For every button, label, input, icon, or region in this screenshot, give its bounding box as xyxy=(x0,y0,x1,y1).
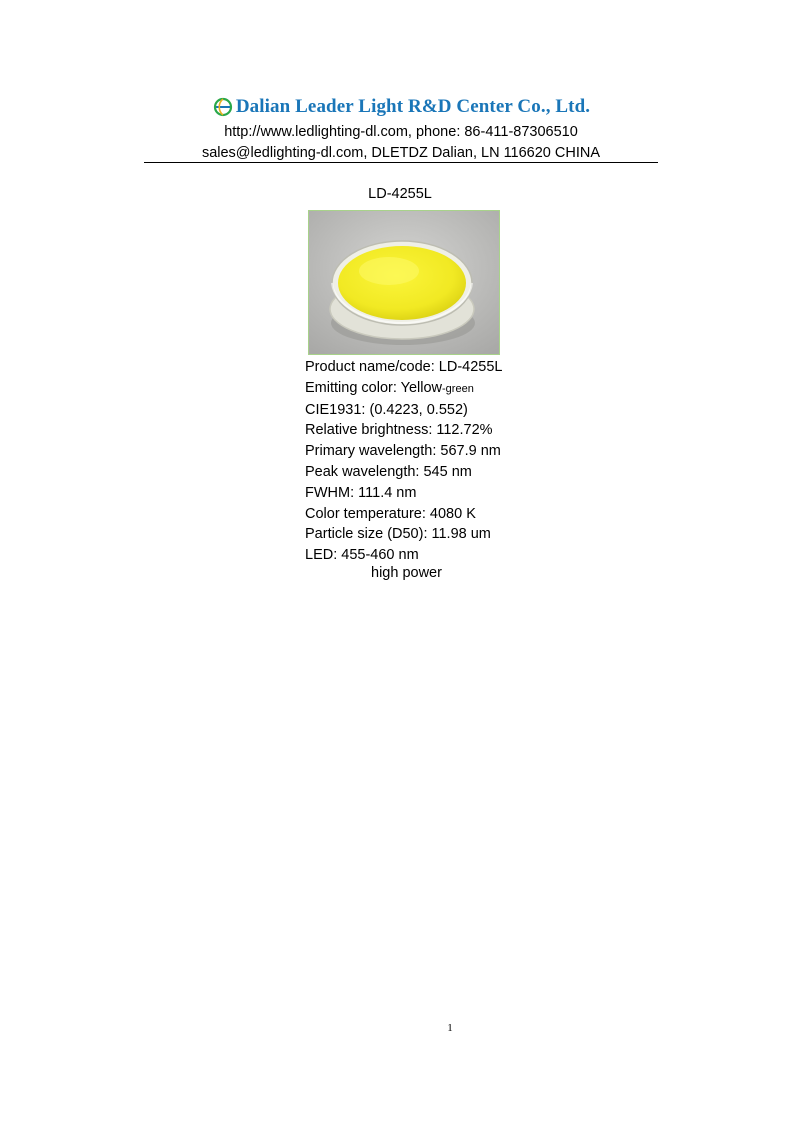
spec-emitting-color-suffix: -green xyxy=(442,382,474,395)
letterhead xyxy=(144,92,658,164)
spec-color-temperature: Color temperature: 4080 K xyxy=(305,505,476,522)
page-number: 1 xyxy=(447,1022,453,1034)
product-image xyxy=(308,210,500,355)
spec-primary-wavelength: Primary wavelength: 567.9 nm xyxy=(305,443,501,460)
spec-emitting-color-label: Emitting color: Yellow xyxy=(305,379,443,396)
header-divider xyxy=(144,162,658,163)
spec-emitting-color xyxy=(305,378,503,400)
spec-peak-wavelength: Peak wavelength: 545 nm xyxy=(305,463,472,480)
company-logo-icon xyxy=(212,96,234,118)
company-name: Dalian Leader Light R&D Center Co., Ltd. xyxy=(235,96,591,117)
contact-line: http://www.ledlighting-dl.com, phone: 86-411-87306510 xyxy=(224,124,578,140)
company-row xyxy=(144,92,658,122)
spec-led: LED: 455-460 nm xyxy=(305,547,419,564)
spec-note: high power xyxy=(371,565,442,581)
phosphor-powder-dish-icon xyxy=(309,211,499,354)
product-title: LD-4255L xyxy=(368,186,432,202)
address-line: sales@ledlighting-dl.com, DLETDZ Dalian, LN 116620 CHINA xyxy=(201,145,601,161)
spec-fwhm: FWHM: 111.4 nm xyxy=(305,484,417,501)
spec-relative-brightness: Relative brightness: 112.72% xyxy=(305,422,493,439)
spec-cie: CIE1931: (0.4223, 0.552) xyxy=(305,401,468,418)
spec-product-code: Product name/code: LD-4255L xyxy=(305,359,503,375)
spec-particle-size: Particle size (D50): 11.98 um xyxy=(305,526,491,543)
spec-list xyxy=(305,357,503,566)
